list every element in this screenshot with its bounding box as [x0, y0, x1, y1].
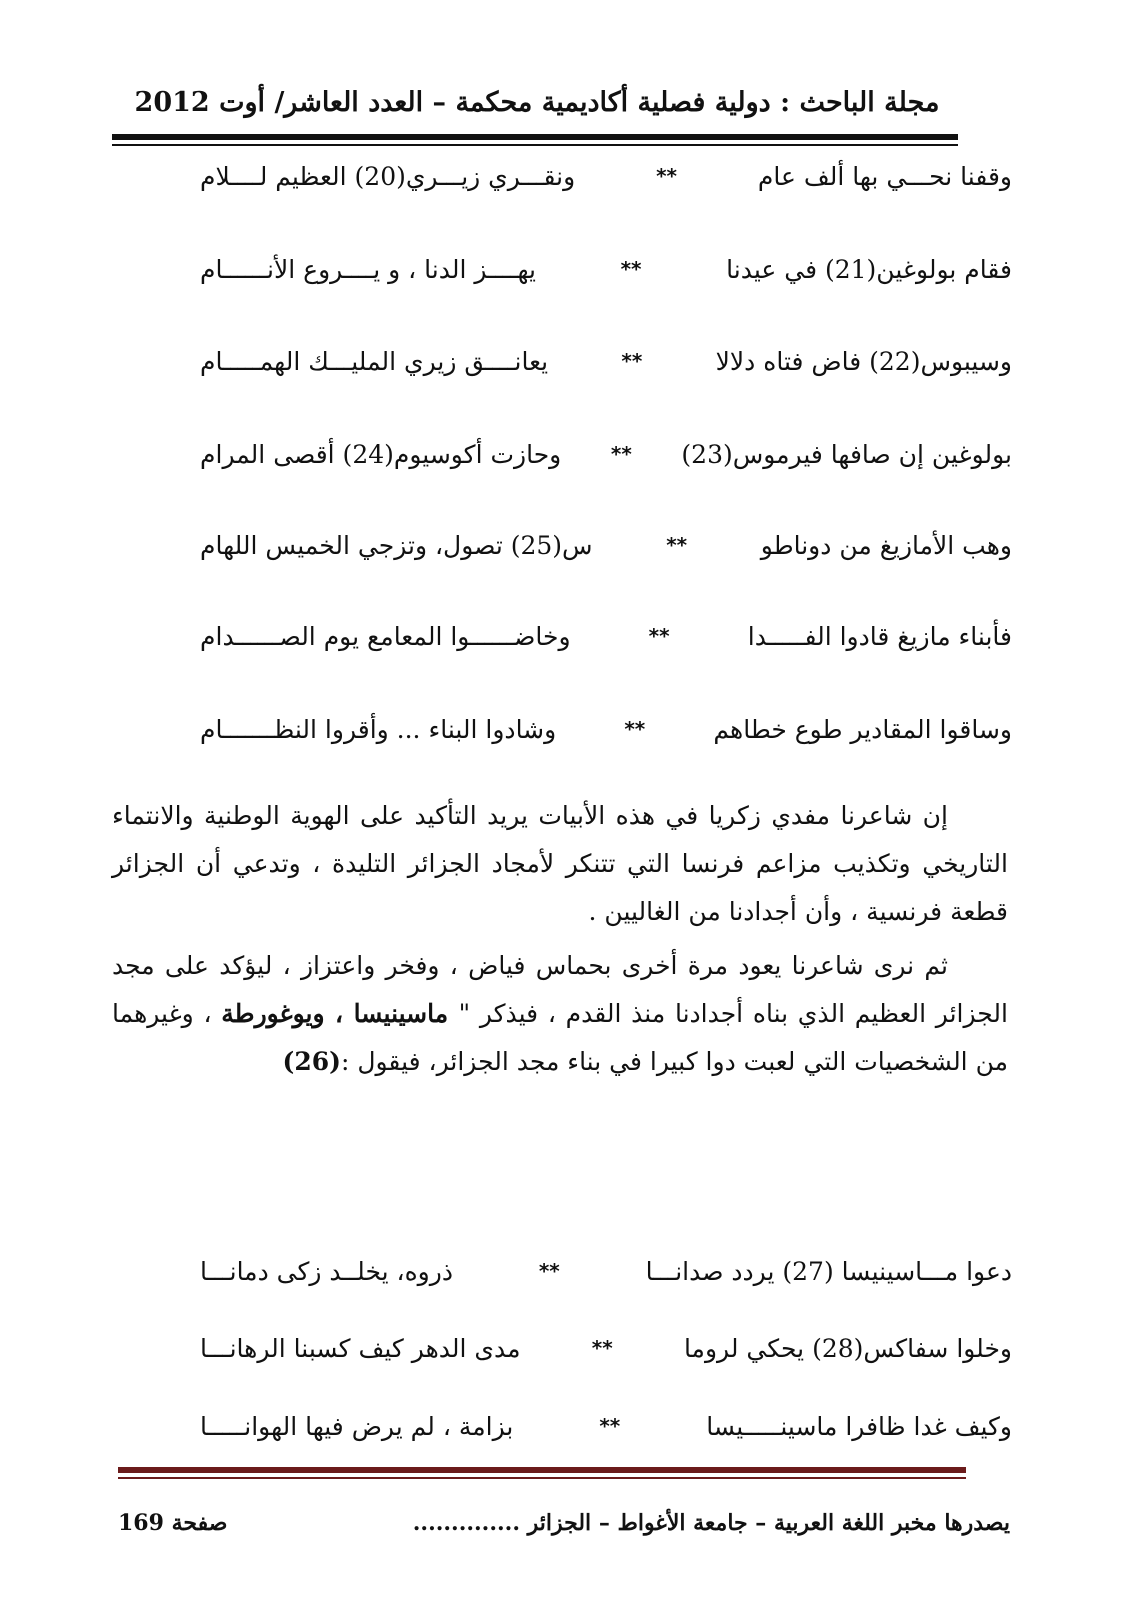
verse-separator: ** — [656, 164, 678, 188]
paragraph-text: ، وغيرهما من الشخصيات التي لعبت دوا كبيرا في بناء مجد الجزائر، فيقول : — [112, 999, 1008, 1076]
verse-second-hemistich: ونقـــري زيـــري(20) العظيم لــــلام — [200, 161, 576, 191]
verse-second-hemistich: وحازت أكوسيوم(24) أقصى المرام — [200, 439, 562, 469]
verse-second-hemistich: يعانــــق زيري المليـــك الهمـــــام — [200, 346, 549, 376]
verse-line — [200, 701, 1012, 757]
paragraph-text: ثم نرى شاعرنا يعود مرة أخرى بحماس فياض ، وفخر واعتزاز ، ليؤكد على مجد الجزائر العظيم الذي بناه أجدادنا منذ القدم ، فيذكر " — [112, 951, 1008, 1028]
bold-names: ماسينيسا ، ويوغورطة — [221, 999, 459, 1028]
header-rule-thick — [112, 134, 958, 140]
verse-separator: ** — [599, 1414, 621, 1438]
footer-rule-thin — [118, 1477, 966, 1479]
verse-first-hemistich: فأبناء مازيغ قادوا الفـــــدا — [747, 621, 1012, 651]
verse-line — [200, 426, 1012, 482]
verse-second-hemistich: وشادوا البناء ... وأقروا النظـــــــام — [200, 714, 557, 744]
verse-line — [200, 608, 1012, 664]
verse-line — [200, 1320, 1012, 1376]
footer-rule-thick — [118, 1467, 966, 1473]
footnote-ref: (26) — [282, 1047, 341, 1076]
journal-header: مجلة الباحث : دولية فصلية أكاديمية محكمة – العدد العاشر/ أوت 2012 — [134, 87, 940, 118]
verse-first-hemistich: بولوغين إن صافها فيرموس(23) — [681, 439, 1012, 469]
verse-separator: ** — [610, 442, 632, 466]
commentary-text — [112, 792, 1008, 1086]
verse-second-hemistich: مدى الدهر كيف كسبنا الرهانـــا — [200, 1333, 521, 1363]
verse-line — [200, 333, 1012, 389]
verse-separator: ** — [621, 349, 643, 373]
verse-line — [200, 517, 1012, 573]
verse-second-hemistich: يهــــز الدنا ، و يــــروع الأنــــــام — [200, 254, 536, 284]
verse-first-hemistich: وسيبوس(22) فاض فتاه دلالا — [715, 346, 1012, 376]
header-rule-thin — [112, 144, 958, 146]
verse-first-hemistich: دعوا مـــاسينيسا (27) يردد صدانـــا — [645, 1256, 1012, 1286]
verse-second-hemistich: وخاضــــــوا المعامع يوم الصــــــدام — [200, 621, 571, 651]
verse-first-hemistich: فقام بولوغين(21) في عيدنا — [726, 254, 1012, 284]
verse-separator: ** — [620, 257, 642, 281]
verse-first-hemistich: وساقوا المقادير طوع خطاهم — [713, 714, 1012, 744]
verse-first-hemistich: وقفنا نحـــي بها ألف عام — [757, 161, 1012, 191]
verse-separator: ** — [591, 1336, 613, 1360]
verse-separator: ** — [538, 1259, 560, 1283]
verse-separator: ** — [666, 533, 688, 557]
page-number: صفحة 169 — [118, 1510, 228, 1536]
verse-line — [200, 148, 1012, 204]
verse-first-hemistich: وخلوا سفاكس(28) يحكي لروما — [683, 1333, 1012, 1363]
paragraph-glory — [112, 942, 1008, 1086]
verse-first-hemistich: وهب الأمازيغ من دوناطو — [760, 530, 1012, 560]
footer-publisher: يصدرها مخبر اللغة العربية – جامعة الأغواط – الجزائر .............. — [412, 1510, 1010, 1536]
paragraph-hidden-identity: إن شاعرنا مفدي زكريا في هذه الأبيات يريد التأكيد على الهوية الوطنية والانتماء التاريخي وتكذيب مزاعم فرنسا التي تتنكر لأمجاد الجزائر التليدة ، وتدعي أن الجزائر قطعة فرنسية ، وأن أجدادنا من الغاليين . — [112, 801, 1008, 926]
verse-separator: ** — [624, 717, 646, 741]
verse-second-hemistich: بزامة ، لم يرض فيها الهوانـــــا — [200, 1411, 514, 1441]
verse-separator: ** — [648, 624, 670, 648]
verse-second-hemistich: س(25) تصول، وتزجي الخميس اللهام — [200, 530, 593, 560]
verse-line — [200, 1398, 1012, 1454]
verse-line — [200, 1243, 1012, 1299]
verse-line — [200, 241, 1012, 297]
verse-first-hemistich: وكيف غدا ظافرا ماسينـــــيسا — [706, 1411, 1012, 1441]
verse-second-hemistich: ذروه، يخلــد زكى دمانـــا — [200, 1256, 453, 1286]
